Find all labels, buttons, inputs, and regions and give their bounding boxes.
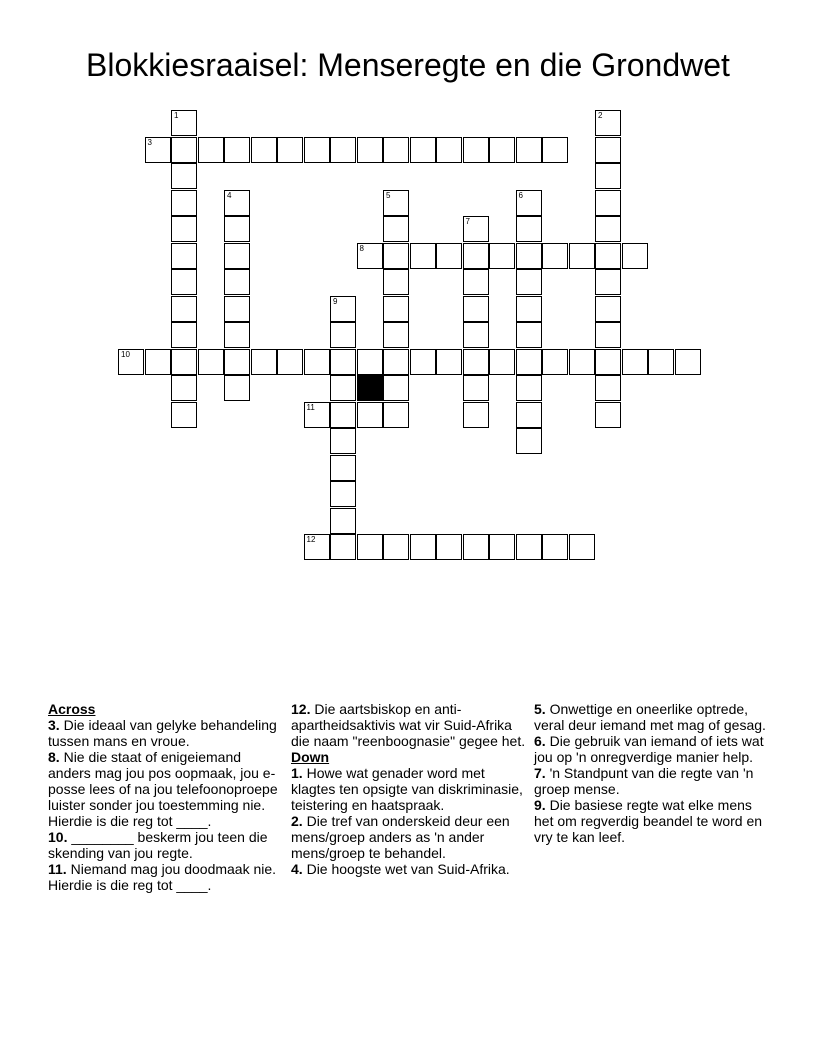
crossword-cell[interactable] [542, 534, 568, 560]
crossword-cell[interactable] [224, 322, 250, 348]
crossword-cell[interactable] [357, 349, 383, 375]
crossword-cell[interactable] [383, 375, 409, 401]
clue-across-12 [291, 701, 527, 749]
crossword-cell[interactable] [595, 375, 621, 401]
crossword-cell[interactable] [463, 137, 489, 163]
crossword-cell[interactable] [224, 243, 250, 269]
crossword-cell[interactable] [383, 216, 409, 242]
crossword-cell[interactable] [304, 137, 330, 163]
crossword-cell[interactable] [171, 190, 197, 216]
crossword-cell[interactable] [330, 481, 356, 507]
clues-column-3 [534, 701, 770, 845]
clue-text: Nie die staat of enigeiemand anders mag jou pos oopmaak, jou e-posse lees of na jou telefoonoproepe luister sonder jou toestemming nie. Hierdie is die reg tot ____. [48, 749, 278, 829]
clue-number: 1. [291, 765, 303, 781]
clue-across-8 [48, 749, 284, 829]
crossword-cell[interactable] [489, 243, 515, 269]
down-heading: Down [291, 749, 330, 765]
crossword-cell[interactable] [489, 137, 515, 163]
crossword-cell[interactable] [224, 190, 250, 216]
clue-text: Die hoogste wet van Suid-Afrika. [306, 861, 510, 877]
crossword-cell[interactable] [171, 269, 197, 295]
clue-text: Niemand mag jou doodmaak nie. Hierdie is die reg tot ____. [48, 861, 277, 893]
crossword-cell[interactable] [463, 216, 489, 242]
crossword-cell[interactable] [118, 349, 144, 375]
crossword-cell[interactable] [145, 137, 171, 163]
crossword-cell[interactable] [463, 375, 489, 401]
crossword-cell[interactable] [463, 534, 489, 560]
clue-down-1 [291, 765, 527, 813]
crossword-cell[interactable] [171, 349, 197, 375]
clue-text: Onwettige en oneerlike optrede, veral deur iemand met mag of gesag. [534, 701, 766, 733]
crossword-cell[interactable] [357, 137, 383, 163]
cell-number: 4 [227, 190, 232, 200]
crossword-cell[interactable] [330, 322, 356, 348]
crossword-cell[interactable] [304, 349, 330, 375]
clue-text: ________ beskerm jou teen die skending van jou regte. [48, 829, 268, 861]
cell-number: 9 [333, 296, 338, 306]
crossword-cell[interactable] [357, 402, 383, 428]
crossword-cell[interactable] [516, 296, 542, 322]
crossword-cell[interactable] [198, 137, 224, 163]
cell-number: 1 [174, 111, 179, 120]
clues-column-1 [48, 701, 284, 893]
crossword-cell[interactable] [463, 269, 489, 295]
crossword-cell[interactable] [542, 243, 568, 269]
crossword-cell[interactable] [171, 216, 197, 242]
clues-column-2 [291, 701, 527, 877]
clue-down-2 [291, 813, 527, 861]
crossword-cell[interactable] [595, 296, 621, 322]
clue-number: 9. [534, 797, 546, 813]
cell-number: 2 [598, 111, 603, 120]
crossword-cell[interactable] [595, 110, 621, 136]
crossword-cell[interactable] [171, 375, 197, 401]
crossword-cell[interactable] [330, 534, 356, 560]
crossword-cell[interactable] [410, 137, 436, 163]
crossword-cell[interactable] [436, 349, 462, 375]
crossword-cell[interactable] [489, 534, 515, 560]
crossword-cell[interactable] [330, 402, 356, 428]
clue-number: 4. [291, 861, 303, 877]
crossword-cell[interactable] [171, 322, 197, 348]
crossword-cell[interactable] [516, 402, 542, 428]
crossword-cell[interactable] [516, 190, 542, 216]
page-title: Blokkiesraaisel: Menseregte en die Grondwet [86, 47, 730, 83]
clue-text: Die tref van onderskeid deur een mens/groep anders as 'n ander mens/groep te behandel. [291, 813, 510, 861]
clue-down-6 [534, 733, 770, 765]
crossword-cell[interactable] [516, 322, 542, 348]
crossword-cell[interactable] [224, 375, 250, 401]
crossword-cell[interactable] [171, 243, 197, 269]
clue-number: 5. [534, 701, 546, 717]
crossword-cell[interactable] [304, 402, 330, 428]
crossword-cell[interactable] [357, 243, 383, 269]
crossword-cell[interactable] [171, 137, 197, 163]
clue-across-3 [48, 717, 284, 749]
crossword-cell[interactable] [410, 243, 436, 269]
crossword-cell[interactable] [595, 322, 621, 348]
crossword-cell[interactable] [383, 296, 409, 322]
crossword-block [357, 375, 383, 401]
crossword-cell[interactable] [383, 402, 409, 428]
crossword-cell[interactable] [224, 216, 250, 242]
crossword-cell[interactable] [595, 163, 621, 189]
cell-number: 7 [465, 217, 470, 226]
crossword-cell[interactable] [648, 349, 674, 375]
crossword-cell[interactable] [224, 349, 250, 375]
crossword-cell[interactable] [436, 534, 462, 560]
crossword-cell[interactable] [330, 296, 356, 322]
crossword-cell[interactable] [516, 137, 542, 163]
clue-across-11 [48, 861, 284, 893]
crossword-cell[interactable] [145, 349, 171, 375]
crossword-cell[interactable] [542, 349, 568, 375]
crossword-cell[interactable] [595, 216, 621, 242]
crossword-cell[interactable] [436, 243, 462, 269]
crossword-cell[interactable] [463, 296, 489, 322]
crossword-cell[interactable] [330, 508, 356, 534]
crossword-cell[interactable] [542, 137, 568, 163]
crossword-cell[interactable] [383, 190, 409, 216]
clue-number: 7. [534, 765, 546, 781]
cell-number: 5 [386, 190, 391, 200]
crossword-cell[interactable] [224, 296, 250, 322]
crossword-cell[interactable] [330, 375, 356, 401]
crossword-cell[interactable] [330, 428, 356, 454]
crossword-cell[interactable] [516, 534, 542, 560]
crossword-cell[interactable] [595, 137, 621, 163]
crossword-cell[interactable] [595, 190, 621, 216]
clue-across-10 [48, 829, 284, 861]
crossword-cell[interactable] [383, 269, 409, 295]
crossword-cell[interactable] [463, 349, 489, 375]
crossword-cell[interactable] [171, 402, 197, 428]
crossword-cell[interactable] [516, 349, 542, 375]
crossword-cell[interactable] [569, 349, 595, 375]
crossword-cell[interactable] [251, 349, 277, 375]
crossword-cell[interactable] [383, 137, 409, 163]
crossword-cell[interactable] [330, 349, 356, 375]
crossword-cell[interactable] [595, 402, 621, 428]
crossword-cell[interactable] [595, 269, 621, 295]
clue-number: 3. [48, 717, 60, 733]
crossword-cell[interactable] [516, 269, 542, 295]
crossword-cell[interactable] [675, 349, 701, 375]
crossword-cell[interactable] [383, 534, 409, 560]
crossword-cell[interactable] [622, 349, 648, 375]
clue-text: 'n Standpunt van die regte van 'n groep mense. [534, 765, 754, 797]
crossword-cell[interactable] [224, 137, 250, 163]
clue-number: 6. [534, 733, 546, 749]
crossword-cell[interactable] [198, 349, 224, 375]
cell-number: 8 [359, 243, 364, 253]
crossword-cell[interactable] [277, 137, 303, 163]
crossword-cell[interactable] [489, 349, 515, 375]
crossword-cell[interactable] [595, 243, 621, 269]
clue-down-7 [534, 765, 770, 797]
crossword-cell[interactable] [330, 137, 356, 163]
crossword-cell[interactable] [595, 349, 621, 375]
crossword-cell[interactable] [383, 349, 409, 375]
clue-down-9 [534, 797, 770, 845]
crossword-cell[interactable] [171, 296, 197, 322]
crossword-cell[interactable] [383, 243, 409, 269]
cell-number: 3 [147, 137, 152, 147]
cell-number: 12 [306, 535, 316, 544]
clue-text: Die ideaal van gelyke behandeling tussen mans en vroue. [48, 717, 277, 749]
crossword-cell[interactable] [463, 402, 489, 428]
crossword-cell[interactable] [436, 137, 462, 163]
clues-section [48, 701, 778, 961]
crossword-cell[interactable] [171, 163, 197, 189]
crossword-cell[interactable] [357, 534, 383, 560]
cell-number: 11 [306, 402, 315, 412]
clue-text: Howe wat genader word met klagtes ten opsigte van diskriminasie, teistering en haatspraak. [291, 765, 523, 813]
crossword-cell[interactable] [277, 349, 303, 375]
crossword-cell[interactable] [516, 375, 542, 401]
crossword-cell[interactable] [569, 534, 595, 560]
clue-number: 2. [291, 813, 303, 829]
crossword-cell[interactable] [569, 243, 595, 269]
across-heading: Across [48, 701, 96, 717]
crossword-cell[interactable] [463, 243, 489, 269]
crossword-cell[interactable] [304, 534, 330, 560]
clue-text: Die gebruik van iemand of iets wat jou op 'n onregverdige manier help. [534, 733, 764, 765]
crossword-cell[interactable] [516, 243, 542, 269]
clue-down-5 [534, 701, 770, 733]
crossword-cell[interactable] [251, 137, 277, 163]
clue-down-4 [291, 861, 527, 877]
crossword-cell[interactable] [410, 349, 436, 375]
crossword-cell[interactable] [516, 216, 542, 242]
crossword-cell[interactable] [224, 269, 250, 295]
clue-number: 12. [291, 701, 311, 717]
crossword-cell[interactable] [463, 322, 489, 348]
crossword-cell[interactable] [330, 455, 356, 481]
crossword-cell[interactable] [516, 428, 542, 454]
crossword-cell[interactable] [622, 243, 648, 269]
clue-text: Die basiese regte wat elke mens het om regverdig beandel te word en vry te kan leef. [534, 797, 763, 845]
clue-number: 8. [48, 749, 60, 765]
clue-text: Die aartsbiskop en anti-apartheidsaktivis wat vir Suid-Afrika die naam "reenboognasie" gegee het. [291, 701, 526, 749]
clue-number: 11. [48, 861, 67, 877]
crossword-cell[interactable] [171, 110, 197, 136]
crossword-cell[interactable] [410, 534, 436, 560]
clue-number: 10. [48, 829, 68, 845]
cell-number: 6 [518, 190, 523, 200]
crossword-cell[interactable] [383, 322, 409, 348]
cell-number: 10 [121, 349, 130, 359]
